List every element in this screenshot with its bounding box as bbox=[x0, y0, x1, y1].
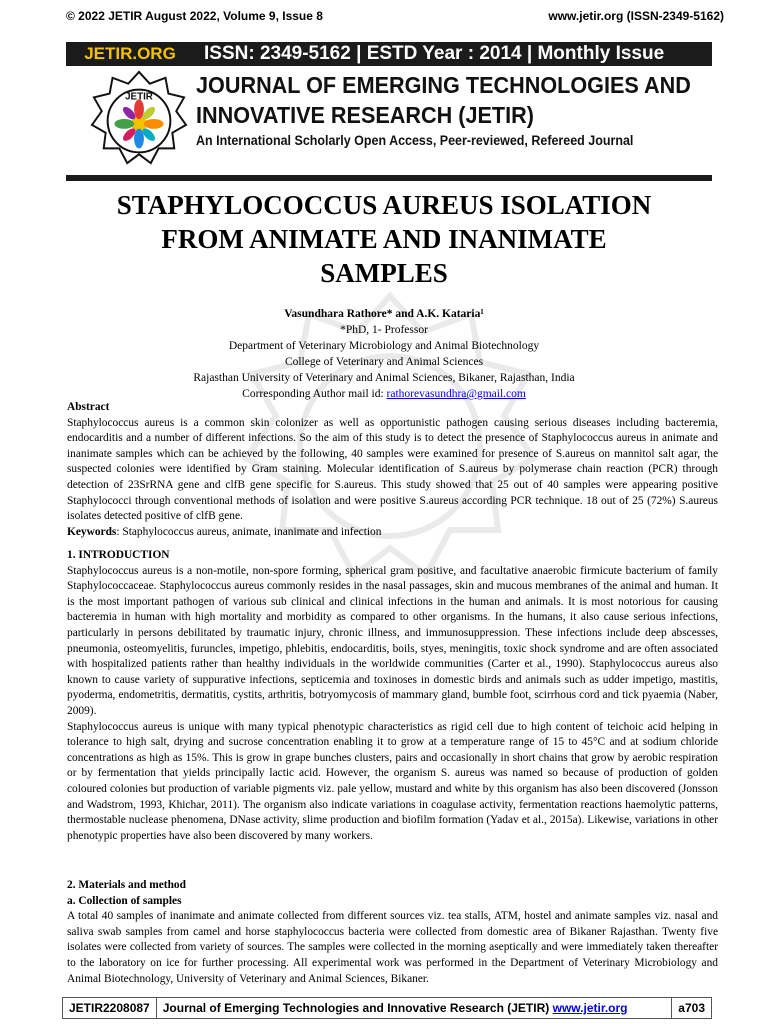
header-issue-info: © 2022 JETIR August 2022, Volume 9, Issue 8 bbox=[66, 9, 323, 23]
affiliation-department: Department of Veterinary Microbiology and Animal Biotechnology bbox=[228, 340, 540, 352]
banner-rule bbox=[66, 175, 712, 181]
affiliation-college: College of Veterinary and Animal Sciences bbox=[284, 356, 484, 368]
keywords-label: Keywords bbox=[67, 525, 117, 538]
author-names: Vasundhara Rathore* and A.K. Kataria¹ bbox=[284, 308, 484, 320]
journal-title-line2: INNOVATIVE RESEARCH (JETIR) bbox=[196, 102, 534, 128]
author-block bbox=[60, 306, 708, 402]
journal-title bbox=[196, 70, 691, 130]
jetir-logo-icon bbox=[90, 70, 188, 168]
introduction-paragraph-1: Staphylococcus aureus is a non-motile, non-spore forming, spherical gram positive, and facultative anaerobic firmicute bacterium of family Staphylococcaceae. Staphylococcus aureus commonly resides in the nasal passages, skin and mucous membranes of the animal and human. It is the most important pathogen of various sub clinical and clinical infections in the human and animals. It is most notorious for causing bacteremia in human with high mortality and morbidity as compared to other organisms. In the humans, it also cause serious infections, particularly in persons debilitated by traumatic injury, chronic illness, and immunosuppression. These infections include deep abscesses, pneumonia, osteomyelitis, furuncles, impetigo, phlebitis, endocarditis, boils, styes, meningitis, toxic shock syndrome and are often associated with hospitalized patients rather than healthy individuals in the worldwide communities (Carter et al., 1990). Staphylococcus aureus also known to cause variety of suppurative infections, septicemia and toxinoses in domestic birds and animals such as udder impetigo, mastitis, pyoderma, endometritis, dermatitis, cystits, arthritis, botryomycosis of mammary gland, bumble foot, scirrhous cord and tick pyaemia (Naber, 2009). bbox=[67, 564, 718, 717]
methods-section bbox=[67, 878, 718, 987]
keywords-line bbox=[67, 525, 718, 541]
author-roles: *PhD, 1- Professor bbox=[340, 324, 428, 336]
introduction-heading: 1. INTRODUCTION bbox=[67, 549, 170, 561]
journal-banner bbox=[66, 42, 712, 182]
footer-url-link[interactable]: www.jetir.org bbox=[552, 1001, 628, 1015]
corresponding-label: Corresponding Author mail id: bbox=[242, 388, 387, 400]
affiliation-university: Rajasthan University of Veterinary and Animal Sciences, Bikaner, Rajasthan, India bbox=[193, 372, 575, 384]
journal-subtitle: An International Scholarly Open Access, Peer-reviewed, Refereed Journal bbox=[196, 133, 634, 149]
issn-bar: ISSN: 2349-5162 | ESTD Year : 2014 | Monthly Issue bbox=[194, 42, 712, 66]
paper-title-line1: STAPHYLOCOCCUS AUREUS ISOLATION bbox=[116, 190, 652, 220]
footer-journal bbox=[157, 998, 673, 1018]
paper-title-line2: FROM ANIMATE AND INANIMATE bbox=[161, 224, 607, 254]
footer-journal-name: Journal of Emerging Technologies and Innovative Research (JETIR) bbox=[162, 1001, 550, 1015]
methods-subheading: a. Collection of samples bbox=[67, 894, 182, 907]
footer-article-id: JETIR2208087 bbox=[63, 998, 157, 1018]
introduction-section bbox=[67, 548, 718, 844]
methods-heading: 2. Materials and method bbox=[67, 879, 186, 891]
header-site-issn: www.jetir.org (ISSN-2349-5162) bbox=[548, 9, 724, 23]
logo-text: JETIR bbox=[125, 91, 153, 103]
abstract-section bbox=[67, 400, 718, 540]
footer-page-number: a703 bbox=[678, 1001, 705, 1015]
corresponding-email-link[interactable]: rathorevasundhra@gmail.com bbox=[386, 388, 526, 400]
paper-title-line3: SAMPLES bbox=[320, 258, 448, 288]
abstract-text: Staphylococcus aureus is a common skin colonizer as well as opportunistic pathogen causing serious diseases including bacteremia, endocarditis and a number of different infections. So the aim of this study is to detect the presence of Staphylococcus aureus in animate and inanimate samples which can be achieved by the following, 40 samples were examined for presence of S.aureus on mannitol salt agar, the suspected colonies were identified by Gram staining. Molecular identification of S.aureus by polymerase chain reaction (PCR) through detection of 23SrRNA gene and clfB gene specific for S.aureus. This study showed that 25 out of 40 samples were appearing positive Staphylococci through conventional methods of isolation and were positive S.aureus according PCR technique. 18 out of 25 (72%) S.aureus isolates detected positive of clfB gene. bbox=[67, 416, 718, 523]
paper-title bbox=[60, 188, 708, 290]
page-header bbox=[66, 8, 724, 24]
keywords-value: : Staphylococcus aureus, animate, inanimate and infection bbox=[116, 525, 382, 538]
site-tag: JETIR.ORG bbox=[66, 42, 194, 66]
journal-title-line1: JOURNAL OF EMERGING TECHNOLOGIES AND bbox=[196, 72, 691, 98]
introduction-paragraph-2: Staphylococcus aureus is unique with many typical phenotypic characteristics as rigid cell due to high content of teichoic acid helping in tolerance to high salt, drying and sucrose concentration enabling it to grow at a temperature range of 15 to 45°C and at sodium chloride concentrations as high as 15%. This is grow in grape bunches clusters, pairs and occasionally in short chains that grow by aerobic respiration or by fermentation that yields principally lactic acid. However, the organism S. aureus was named so because of production of golden coloured colonies but production of variable pigments viz. pale yellow, mustard and white by this organism has also been discovered (Jonsson and Wadstrom, 1993, Khichar, 2011). The organism also indicate variations in coagulase activity, fermentation reactions haemolytic patterns, thermostable nuclease phenomena, DNase activity, slime production and biofilm formation (Yadav et al., 2015a). Likewise, variations in other phenotypic properties have also been discovered by many workers. bbox=[67, 720, 718, 842]
page-footer bbox=[62, 997, 712, 1019]
methods-paragraph-1: A total 40 samples of inanimate and animate collected from different sources viz. tea stalls, ATM, hostel and animate samples viz. nasal and saliva swab samples from camel and horse staphylococcus bacteria were collected from domestic area of Bikaner Rajasthan. Twenty five isolates were collected from variety of sources. The samples were collected in the morning aseptically and were immediately taken thereafter to the laboratory on ice for further processing. All experimental work was performed in the Department of Veterinary Microbiology and Animal Biotechnology, University of Veterinary and Animal Sciences, Bikaner. bbox=[67, 910, 718, 985]
abstract-heading: Abstract bbox=[67, 401, 110, 413]
